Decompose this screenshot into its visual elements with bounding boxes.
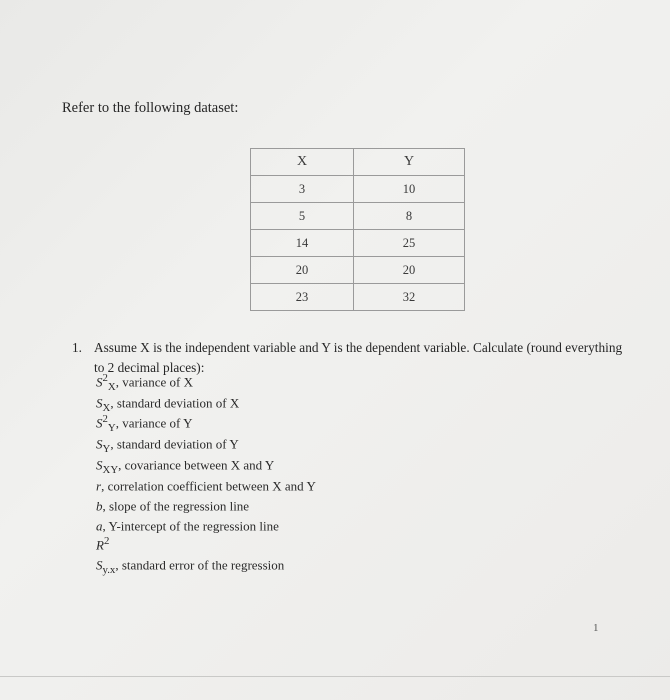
table-row — [251, 257, 465, 284]
item-symbol: S — [96, 415, 103, 431]
cell-x: 20 — [251, 257, 354, 284]
question-text: Assume X is the independent variable and Y is the dependent variable. Calculate (round everything to 2 decimal places): — [94, 340, 623, 375]
list-item — [96, 393, 239, 414]
list-item — [96, 555, 284, 576]
cell-x: 23 — [251, 284, 354, 311]
header-y: Y — [354, 149, 465, 176]
cell-x: 14 — [251, 230, 354, 257]
item-text: , standard deviation of X — [110, 395, 240, 411]
divider — [0, 676, 670, 677]
list-item — [96, 516, 279, 537]
item-sub: XY — [102, 463, 119, 476]
item-sub: X — [107, 380, 116, 393]
item-symbol: b — [96, 498, 103, 514]
item-text: , correlation coefficient between X and Y — [101, 478, 316, 494]
item-text: , standard error of the regression — [115, 557, 285, 573]
list-item — [96, 496, 249, 517]
item-text: , variance of X — [115, 374, 193, 390]
cell-y: 20 — [354, 257, 465, 284]
list-item — [96, 455, 274, 476]
list-item — [96, 476, 316, 497]
item-text: , slope of the regression line — [102, 498, 250, 514]
cell-y: 8 — [354, 203, 465, 230]
table-row — [251, 176, 465, 203]
item-sup: 2 — [102, 372, 108, 384]
cell-x: 3 — [251, 176, 354, 203]
item-text: , covariance between X and Y — [118, 457, 275, 473]
dataset-table — [250, 148, 465, 311]
item-symbol: r — [96, 478, 102, 494]
page-number: 1 — [593, 622, 599, 634]
item-sub: Y — [102, 442, 111, 455]
item-text: , variance of Y — [115, 415, 193, 431]
item-symbol: S — [96, 436, 103, 452]
item-symbol: S — [96, 457, 103, 473]
item-sup: 2 — [103, 535, 110, 547]
cell-x: 5 — [251, 203, 354, 230]
item-symbol: a — [96, 518, 103, 534]
list-item — [96, 434, 239, 455]
item-sup: 2 — [102, 413, 108, 425]
table-row — [251, 203, 465, 230]
table-header-row — [251, 149, 465, 176]
cell-y: 10 — [354, 176, 465, 203]
list-item — [96, 413, 193, 434]
header-x: X — [251, 149, 354, 176]
item-sub: y.x — [102, 563, 116, 576]
table-row — [251, 230, 465, 257]
table-row — [251, 284, 465, 311]
item-symbol: R — [96, 537, 104, 553]
intro-text: Refer to the following dataset: — [62, 100, 239, 116]
item-symbol: S — [96, 395, 103, 411]
item-sub: X — [102, 401, 111, 414]
item-text: , standard deviation of Y — [110, 436, 239, 452]
list-item — [96, 535, 109, 556]
item-symbol: S — [96, 374, 103, 390]
cell-y: 25 — [354, 230, 465, 257]
question-number: 1. — [72, 340, 82, 355]
item-symbol: S — [96, 557, 103, 573]
cell-y: 32 — [354, 284, 465, 311]
item-sub: Y — [107, 421, 116, 434]
list-item — [96, 372, 193, 393]
item-text: , Y-intercept of the regression line — [102, 518, 279, 534]
